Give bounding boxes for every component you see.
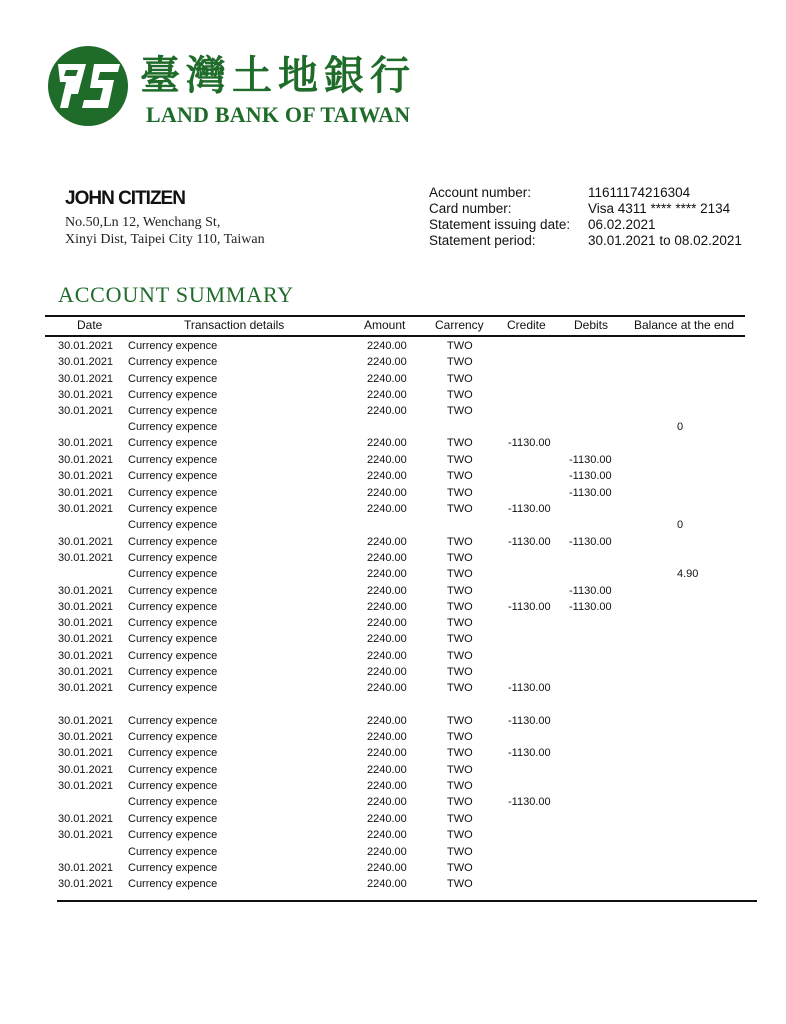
row-details: Currency expence — [128, 796, 218, 808]
table-row — [45, 470, 745, 486]
row-amount: 2240.00 — [367, 585, 407, 597]
table-row — [45, 796, 745, 812]
row-details: Currency expence — [128, 585, 218, 597]
row-date: 30.01.2021 — [58, 601, 114, 613]
row-amount: 2240.00 — [367, 878, 407, 890]
row-currency: TWO — [447, 437, 473, 449]
row-date: 30.01.2021 — [58, 487, 114, 499]
row-details: Currency expence — [128, 617, 218, 629]
row-details: Currency expence — [128, 536, 218, 548]
row-details: Currency expence — [128, 650, 218, 662]
account-number-row — [429, 185, 742, 201]
row-amount: 2240.00 — [367, 568, 407, 580]
card-number-value: Visa 4311 **** **** 2134 — [588, 201, 731, 216]
row-amount: 2240.00 — [367, 780, 407, 792]
row-date: 30.01.2021 — [58, 470, 114, 482]
table-row — [45, 421, 745, 437]
customer-block — [65, 188, 265, 248]
row-currency: TWO — [447, 487, 473, 499]
row-currency: TWO — [447, 454, 473, 466]
row-amount: 2240.00 — [367, 373, 407, 385]
row-credit: -1130.00 — [508, 796, 551, 808]
table-row — [45, 503, 745, 519]
row-credit: -1130.00 — [508, 715, 551, 727]
bank-name-chinese: 臺灣土地銀行 — [140, 52, 416, 99]
row-amount: 2240.00 — [367, 682, 407, 694]
row-date: 30.01.2021 — [58, 633, 114, 645]
row-details: Currency expence — [128, 862, 218, 874]
table-row — [45, 389, 745, 405]
row-currency: TWO — [447, 552, 473, 564]
column-header-balance: Balance at the end — [634, 318, 735, 332]
table-row — [45, 682, 745, 698]
row-amount: 2240.00 — [367, 650, 407, 662]
row-currency: TWO — [447, 846, 473, 858]
row-details: Currency expence — [128, 373, 218, 385]
row-amount: 2240.00 — [367, 617, 407, 629]
table-row — [45, 666, 745, 682]
row-details: Currency expence — [128, 487, 218, 499]
table-row — [45, 437, 745, 453]
row-details: Currency expence — [128, 356, 218, 368]
row-details: Currency expence — [128, 470, 218, 482]
account-info — [429, 185, 742, 249]
row-details: Currency expence — [128, 503, 218, 515]
row-currency: TWO — [447, 585, 473, 597]
row-currency: TWO — [447, 829, 473, 841]
row-currency: TWO — [447, 503, 473, 515]
table-row — [45, 519, 745, 535]
row-amount: 2240.00 — [367, 666, 407, 678]
row-date: 30.01.2021 — [58, 715, 114, 727]
table-row — [45, 764, 745, 780]
row-date: 30.01.2021 — [58, 666, 114, 678]
issuing-date-row — [429, 217, 742, 233]
customer-address-line1: No.50,Ln 12, Wenchang St, — [65, 215, 221, 230]
row-balance: 0 — [677, 519, 684, 531]
row-details: Currency expence — [128, 780, 218, 792]
customer-address-line2: Xinyi Dist, Taipei City 110, Taiwan — [65, 232, 265, 247]
table-row — [45, 633, 745, 649]
row-debit: -1130.00 — [569, 470, 612, 482]
row-credit: -1130.00 — [508, 747, 551, 759]
row-amount: 2240.00 — [367, 747, 407, 759]
row-date: 30.01.2021 — [58, 389, 114, 401]
row-credit: -1130.00 — [508, 503, 551, 515]
row-currency: TWO — [447, 601, 473, 613]
row-date: 30.01.2021 — [58, 585, 114, 597]
row-amount: 2240.00 — [367, 552, 407, 564]
row-date: 30.01.2021 — [58, 617, 114, 629]
row-debit: -1130.00 — [569, 487, 612, 499]
statement-period-row — [429, 233, 742, 249]
table-row — [45, 829, 745, 845]
issuing-date-value: 06.02.2021 — [588, 217, 656, 232]
row-debit: -1130.00 — [569, 454, 612, 466]
row-debit: -1130.00 — [569, 536, 612, 548]
column-header-amount: Amount — [364, 318, 406, 332]
row-currency: TWO — [447, 715, 473, 727]
table-row — [45, 585, 745, 601]
statement-period-label: Statement period: — [429, 233, 536, 248]
bank-name-english: LAND BANK OF TAIWAN — [146, 102, 411, 127]
issuing-date-label: Statement issuing date: — [429, 217, 571, 232]
table-row — [45, 356, 745, 372]
row-date: 30.01.2021 — [58, 437, 114, 449]
row-details: Currency expence — [128, 878, 218, 890]
row-credit: -1130.00 — [508, 682, 551, 694]
column-header-details: Transaction details — [184, 318, 285, 332]
table-header — [45, 315, 745, 337]
column-header-date: Date — [77, 318, 103, 332]
row-details: Currency expence — [128, 421, 218, 433]
table-row — [45, 536, 745, 552]
row-details: Currency expence — [128, 846, 218, 858]
row-credit: -1130.00 — [508, 601, 551, 613]
row-credit: -1130.00 — [508, 536, 551, 548]
row-amount: 2240.00 — [367, 796, 407, 808]
row-balance: 0 — [677, 421, 684, 433]
row-amount: 2240.00 — [367, 764, 407, 776]
row-amount: 2240.00 — [367, 470, 407, 482]
row-date: 30.01.2021 — [58, 454, 114, 466]
row-amount: 2240.00 — [367, 487, 407, 499]
row-currency: TWO — [447, 747, 473, 759]
row-details: Currency expence — [128, 682, 218, 694]
row-amount: 2240.00 — [367, 536, 407, 548]
row-details: Currency expence — [128, 715, 218, 727]
table-row — [45, 846, 745, 862]
row-details: Currency expence — [128, 405, 218, 417]
table-row — [45, 552, 745, 568]
row-currency: TWO — [447, 780, 473, 792]
table-row — [45, 454, 745, 470]
row-amount: 2240.00 — [367, 454, 407, 466]
row-details: Currency expence — [128, 666, 218, 678]
row-date: 30.01.2021 — [58, 340, 114, 352]
bank-logo — [48, 44, 428, 128]
table-row — [45, 487, 745, 503]
row-date: 30.01.2021 — [58, 552, 114, 564]
row-date: 30.01.2021 — [58, 780, 114, 792]
row-details: Currency expence — [128, 731, 218, 743]
account-number-label: Account number: — [429, 185, 532, 200]
row-currency: TWO — [447, 633, 473, 645]
row-currency: TWO — [447, 536, 473, 548]
row-currency: TWO — [447, 731, 473, 743]
customer-name: JOHN CITIZEN — [65, 188, 185, 209]
row-date: 30.01.2021 — [58, 813, 114, 825]
row-date: 30.01.2021 — [58, 536, 114, 548]
table-row — [45, 813, 745, 829]
table-row — [45, 617, 745, 633]
row-balance: 4.90 — [677, 568, 699, 580]
row-date: 30.01.2021 — [58, 829, 114, 841]
row-currency: TWO — [447, 617, 473, 629]
row-currency: TWO — [447, 764, 473, 776]
row-amount: 2240.00 — [367, 862, 407, 874]
table-row — [45, 373, 745, 389]
row-currency: TWO — [447, 666, 473, 678]
row-amount: 2240.00 — [367, 405, 407, 417]
row-currency: TWO — [447, 878, 473, 890]
row-details: Currency expence — [128, 389, 218, 401]
account-summary-title: ACCOUNT SUMMARY — [58, 282, 294, 307]
row-amount: 2240.00 — [367, 715, 407, 727]
row-details: Currency expence — [128, 568, 218, 580]
column-header-debits: Debits — [574, 318, 609, 332]
row-amount: 2240.00 — [367, 633, 407, 645]
table-row — [45, 731, 745, 747]
row-details: Currency expence — [128, 454, 218, 466]
table-row — [45, 568, 745, 584]
column-header-credit: Credite — [507, 318, 546, 332]
card-number-row — [429, 201, 742, 217]
row-details: Currency expence — [128, 813, 218, 825]
row-amount: 2240.00 — [367, 813, 407, 825]
row-amount: 2240.00 — [367, 356, 407, 368]
row-date: 30.01.2021 — [58, 878, 114, 890]
row-amount: 2240.00 — [367, 731, 407, 743]
row-currency: TWO — [447, 373, 473, 385]
row-currency: TWO — [447, 356, 473, 368]
row-currency: TWO — [447, 650, 473, 662]
table-row — [45, 878, 745, 894]
table-row — [45, 715, 745, 731]
account-number-value: 11611174216304 — [588, 185, 691, 200]
row-currency: TWO — [447, 470, 473, 482]
row-date: 30.01.2021 — [58, 373, 114, 385]
row-date: 30.01.2021 — [58, 405, 114, 417]
row-date: 30.01.2021 — [58, 764, 114, 776]
row-amount: 2240.00 — [367, 601, 407, 613]
row-currency: TWO — [447, 682, 473, 694]
row-amount: 2240.00 — [367, 829, 407, 841]
row-date: 30.01.2021 — [58, 862, 114, 874]
row-credit: -1130.00 — [508, 437, 551, 449]
table-row — [45, 340, 745, 356]
statement-period-value: 30.01.2021 to 08.02.2021 — [588, 233, 742, 248]
transactions-table — [45, 315, 745, 890]
card-number-label: Card number: — [429, 201, 512, 216]
row-currency: TWO — [447, 568, 473, 580]
row-details: Currency expence — [128, 747, 218, 759]
row-date: 30.01.2021 — [58, 731, 114, 743]
row-debit: -1130.00 — [569, 601, 612, 613]
row-date: 30.01.2021 — [58, 650, 114, 662]
row-currency: TWO — [447, 862, 473, 874]
row-details: Currency expence — [128, 340, 218, 352]
row-details: Currency expence — [128, 829, 218, 841]
table-row — [45, 601, 745, 617]
row-date: 30.01.2021 — [58, 682, 114, 694]
row-currency: TWO — [447, 405, 473, 417]
row-details: Currency expence — [128, 764, 218, 776]
table-row — [45, 405, 745, 421]
row-currency: TWO — [447, 796, 473, 808]
column-header-currency: Carrency — [435, 318, 484, 332]
table-row — [45, 650, 745, 666]
row-currency: TWO — [447, 340, 473, 352]
row-amount: 2240.00 — [367, 389, 407, 401]
table-row — [45, 780, 745, 796]
row-debit: -1130.00 — [569, 585, 612, 597]
row-currency: TWO — [447, 389, 473, 401]
row-details: Currency expence — [128, 437, 218, 449]
land-bank-emblem-icon — [48, 46, 128, 126]
row-details: Currency expence — [128, 601, 218, 613]
row-amount: 2240.00 — [367, 340, 407, 352]
row-details: Currency expence — [128, 633, 218, 645]
row-currency: TWO — [447, 813, 473, 825]
table-bottom-rule — [57, 900, 757, 902]
row-date: 30.01.2021 — [58, 747, 114, 759]
row-amount: 2240.00 — [367, 503, 407, 515]
row-details: Currency expence — [128, 552, 218, 564]
row-details: Currency expence — [128, 519, 218, 531]
row-amount: 2240.00 — [367, 437, 407, 449]
row-date: 30.01.2021 — [58, 356, 114, 368]
table-row — [45, 862, 745, 878]
row-date: 30.01.2021 — [58, 503, 114, 515]
row-amount: 2240.00 — [367, 846, 407, 858]
table-row — [45, 747, 745, 763]
